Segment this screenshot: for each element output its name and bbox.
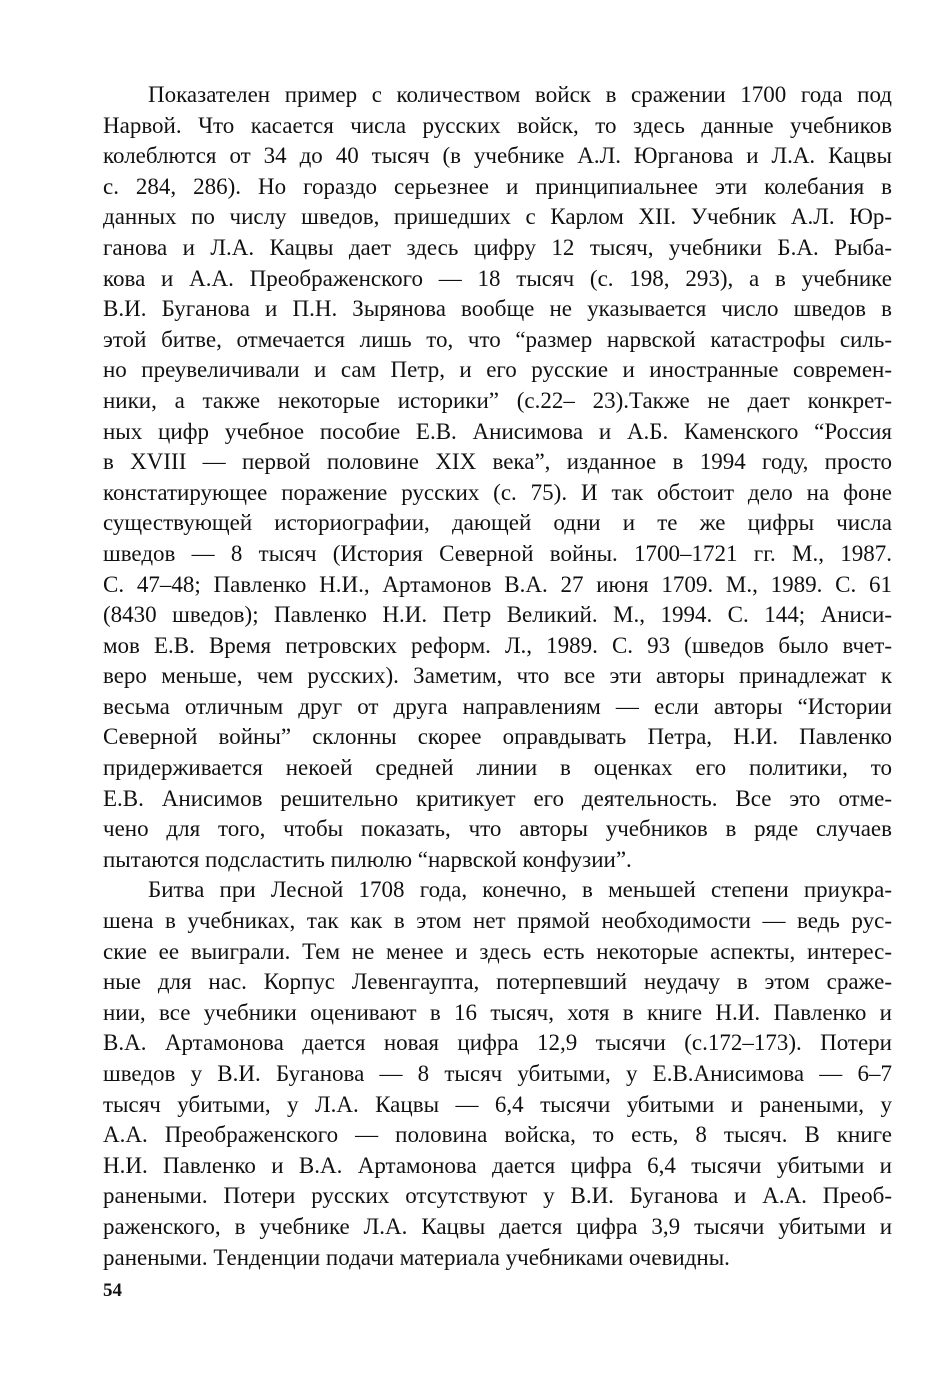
text-line: ские ее выиграли. Тем не менее и здесь есть некоторые аспекты, интерес-: [103, 938, 892, 964]
text-line: В.А. Артамонова дается новая цифра 12,9 тысячи (с.172–173). Потери: [103, 1030, 892, 1056]
text-line: чено для того, чтобы показать, что авторы учебников в ряде случаев: [103, 816, 892, 842]
text-line: В.И. Буганова и П.Н. Зырянова вообще не указывается число шведов в: [103, 296, 892, 322]
text-line: нии, все учебники оценивают в 16 тысяч, хотя в книге Н.И. Павленко и: [103, 999, 892, 1025]
text-line: Битва при Лесной 1708 года, конечно, в меньшей степени приукра-: [148, 877, 892, 903]
page-number: 54: [103, 1280, 122, 1301]
text-line: Нарвой. Что касается числа русских войск, то здесь данные учебников: [103, 112, 892, 138]
text-line: кова и А.А. Преображенского — 18 тысяч (с. 198, 293), а в учебнике: [103, 265, 892, 291]
text-line: мов Е.В. Время петровских реформ. Л., 1989. С. 93 (шведов было вчет-: [103, 632, 892, 658]
paragraph: [103, 875, 892, 1273]
text-line: ранеными. Потери русских отсутствуют у В.И. Буганова и А.А. Преоб-: [103, 1183, 892, 1209]
text-line: ные для нас. Корпус Левенгаупта, потерпевший неудачу в этом сраже-: [103, 969, 892, 995]
paragraph: [103, 80, 892, 875]
text-line: веро меньше, чем русских). Заметим, что все эти авторы принадлежат к: [103, 663, 892, 689]
text-line: но преувеличивали и сам Петр, и его русские и иностранные современ-: [103, 357, 892, 383]
text-line: шена в учебниках, так как в этом нет прямой необходимости — ведь рус-: [103, 908, 892, 934]
text-line: раженского, в учебнике Л.А. Кацвы дается цифра 3,9 тысячи убитыми и: [103, 1213, 892, 1239]
text-line: пытаются подсластить пилюлю “нарвской конфузии”.: [103, 846, 632, 872]
text-line: Северной войны” склонны скорее оправдывать Петра, Н.И. Павленко: [103, 724, 892, 750]
text-line: тысяч убитыми, у Л.А. Кацвы — 6,4 тысячи убитыми и ранеными, у: [103, 1091, 892, 1117]
text-line: придерживается некоей средней линии в оценках его политики, то: [103, 755, 892, 781]
text-line: С. 47–48; Павленко Н.И., Артамонов В.А. 27 июня 1709. М., 1989. С. 61: [103, 571, 892, 597]
body-text: [103, 80, 892, 1273]
text-line: с. 284, 286). Но гораздо серьезнее и принципиальнее эти колебания в: [103, 173, 892, 199]
text-line: ники, а также некоторые историки” (с.22– 23).Также не дает конкрет-: [103, 387, 892, 413]
text-line: А.А. Преображенского — половина войска, то есть, 8 тысяч. В книге: [103, 1122, 892, 1148]
text-line: ганова и Л.А. Кацвы дает здесь цифру 12 тысяч, учебники Б.А. Рыба-: [103, 234, 892, 260]
text-line: существующей историографии, дающей одни и те же цифры числа: [103, 510, 892, 536]
text-line: ных цифр учебное пособие Е.В. Анисимова и А.Б. Каменского “Россия: [103, 418, 892, 444]
text-line: шведов у В.И. Буганова — 8 тысяч убитыми, у Е.В.Анисимова — 6–7: [103, 1061, 892, 1086]
text-line: колеблются от 34 до 40 тысяч (в учебнике А.Л. Юрганова и Л.А. Кацвы: [103, 143, 892, 169]
text-line: Н.И. Павленко и В.А. Артамонова дается цифра 6,4 тысячи убитыми и: [103, 1152, 892, 1178]
text-line: данных по числу шведов, пришедших с Карлом XII. Учебник А.Л. Юр-: [103, 204, 892, 230]
text-line: констатирующее поражение русских (с. 75). И так обстоит дело на фоне: [103, 479, 892, 505]
text-line: Е.В. Анисимов решительно критикует его деятельность. Все это отме-: [103, 785, 892, 811]
text-line: ранеными. Тенденции подачи материала учебниками очевидны.: [103, 1244, 730, 1270]
text-line: шведов — 8 тысяч (История Северной войны. 1700–1721 гг. М., 1987.: [103, 540, 892, 566]
text-line: в XVIII — первой половине XIX века”, изданное в 1994 году, просто: [103, 449, 892, 475]
text-line: Показателен пример с количеством войск в сражении 1700 года под: [148, 82, 892, 107]
text-line: (8430 шведов); Павленко Н.И. Петр Великий. М., 1994. С. 144; Аниси-: [103, 602, 892, 628]
text-line: этой битве, отмечается лишь то, что “размер нарвской катастрофы силь-: [103, 326, 892, 352]
text-line: весьма отличным друг от друга направлениям — если авторы “Истории: [103, 693, 892, 719]
